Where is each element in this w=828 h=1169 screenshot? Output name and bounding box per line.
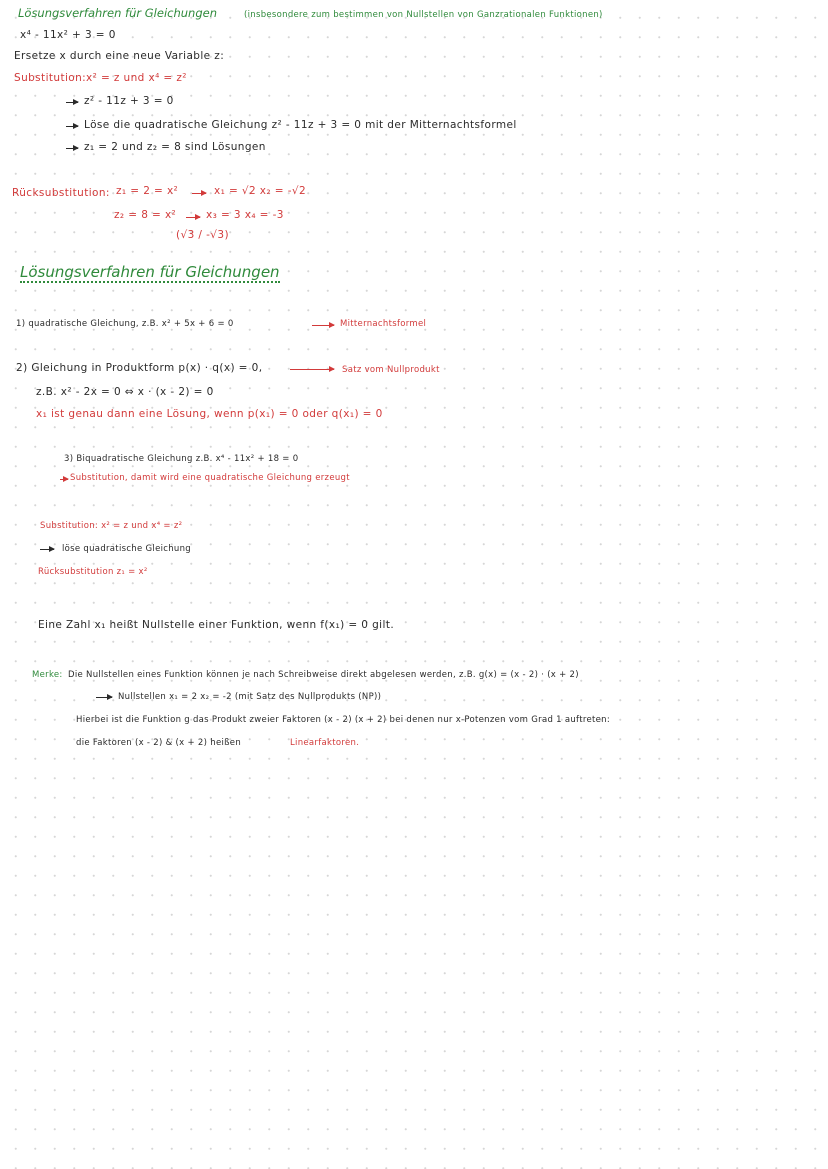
merke-line2-arrow bbox=[96, 697, 112, 698]
back-row2-a: z₂ = 8 = x² bbox=[114, 209, 177, 221]
section1-title: Lösungsverfahren für Gleichungen bbox=[18, 6, 217, 20]
section1-equation: x⁴ - 11x² + 3 = 0 bbox=[20, 29, 116, 41]
back-row1-b: x₁ = √2 x₂ = -√2 bbox=[214, 185, 307, 197]
item2-target: Satz vom Nullprodukt bbox=[342, 365, 440, 375]
item3-note: Substitution, damit wird eine quadratische Gleichung erzeugt bbox=[70, 473, 350, 483]
section2-title: Lösungsverfahren für Gleichungen bbox=[20, 263, 280, 281]
substitution-expr: x² = z und x⁴ = z² bbox=[86, 72, 187, 84]
item3-solve: löse quadratische Gleichung bbox=[62, 544, 191, 554]
merke-line4-pre: die Faktoren (x - 2) & (x + 2) heißen bbox=[76, 738, 242, 748]
back-note: (√3 / -√3) bbox=[176, 229, 229, 241]
merke-line4-term: Linearfaktoren. bbox=[290, 738, 360, 748]
item2-note: x₁ ist genau dann eine Lösung, wenn p(x₁) = 0 oder q(x₁) = 0 bbox=[36, 408, 383, 420]
substitution-label: Substitution: bbox=[14, 72, 87, 84]
item3-solve-arrow bbox=[40, 549, 54, 550]
item3-back: Rücksubstitution z₁ = x² bbox=[38, 567, 148, 577]
step2: Löse die quadratische Gleichung z² - 11z + 3 = 0 mit der Mitternachtsformel bbox=[84, 119, 517, 131]
item3: 3) Biquadratische Gleichung z.B. x⁴ - 11x² + 18 = 0 bbox=[64, 454, 299, 464]
merke-line2: Nullstellen x₁ = 2 x₂ = -2 (mit Satz des Nullprodukts (NP)) bbox=[118, 692, 382, 702]
merke-line1: Die Nullstellen eines Funktion können je nach Schreibweise direkt abgelesen werden, z.B. g(x) = (x - 2) · (x + 2) bbox=[68, 670, 579, 680]
replace-text: Ersetze x durch eine neue Variable z: bbox=[14, 50, 225, 62]
definition: Eine Zahl x₁ heißt Nullstelle einer Funktion, wenn f(x₁) = 0 gilt. bbox=[38, 619, 395, 631]
back-row2-arrow bbox=[186, 217, 200, 218]
back-row2-b: x₃ = 3 x₄ = -3 bbox=[206, 209, 284, 221]
back-row1-arrow bbox=[192, 193, 206, 194]
item2: 2) Gleichung in Produktform p(x) · q(x) = 0, bbox=[16, 362, 263, 374]
back-label: Rücksubstitution: bbox=[12, 187, 110, 199]
step3-arrow bbox=[66, 148, 78, 149]
back-row1-a: z₁ = 2 = x² bbox=[116, 185, 179, 197]
step1: z² - 11z + 3 = 0 bbox=[84, 95, 174, 107]
item1: 1) quadratische Gleichung, z.B. x² + 5x + 6 = 0 bbox=[16, 319, 234, 329]
section1-subtitle: (insbesondere zum bestimmen von Nullstellen von Ganzrationalen Funktionen) bbox=[244, 10, 603, 20]
item1-arrow bbox=[312, 325, 334, 326]
item2-arrow bbox=[290, 369, 334, 370]
step3: z₁ = 2 und z₂ = 8 sind Lösungen bbox=[84, 141, 266, 153]
step2-arrow bbox=[66, 126, 78, 127]
item2-example: z.B. x² - 2x = 0 ⇔ x · (x - 2) = 0 bbox=[36, 386, 214, 398]
item3-arrow bbox=[60, 479, 68, 480]
item1-target: Mitternachtsformel bbox=[340, 319, 427, 329]
merke-label: Merke: bbox=[32, 670, 63, 680]
item3-sub: Substitution: x² = z und x⁴ = z² bbox=[40, 521, 183, 531]
merke-line3: Hierbei ist die Funktion g das Produkt zweier Faktoren (x - 2) (x + 2) bei denen nur x-Potenzen vom Grad 1 auftreten: bbox=[76, 715, 610, 725]
step1-arrow bbox=[66, 102, 78, 103]
